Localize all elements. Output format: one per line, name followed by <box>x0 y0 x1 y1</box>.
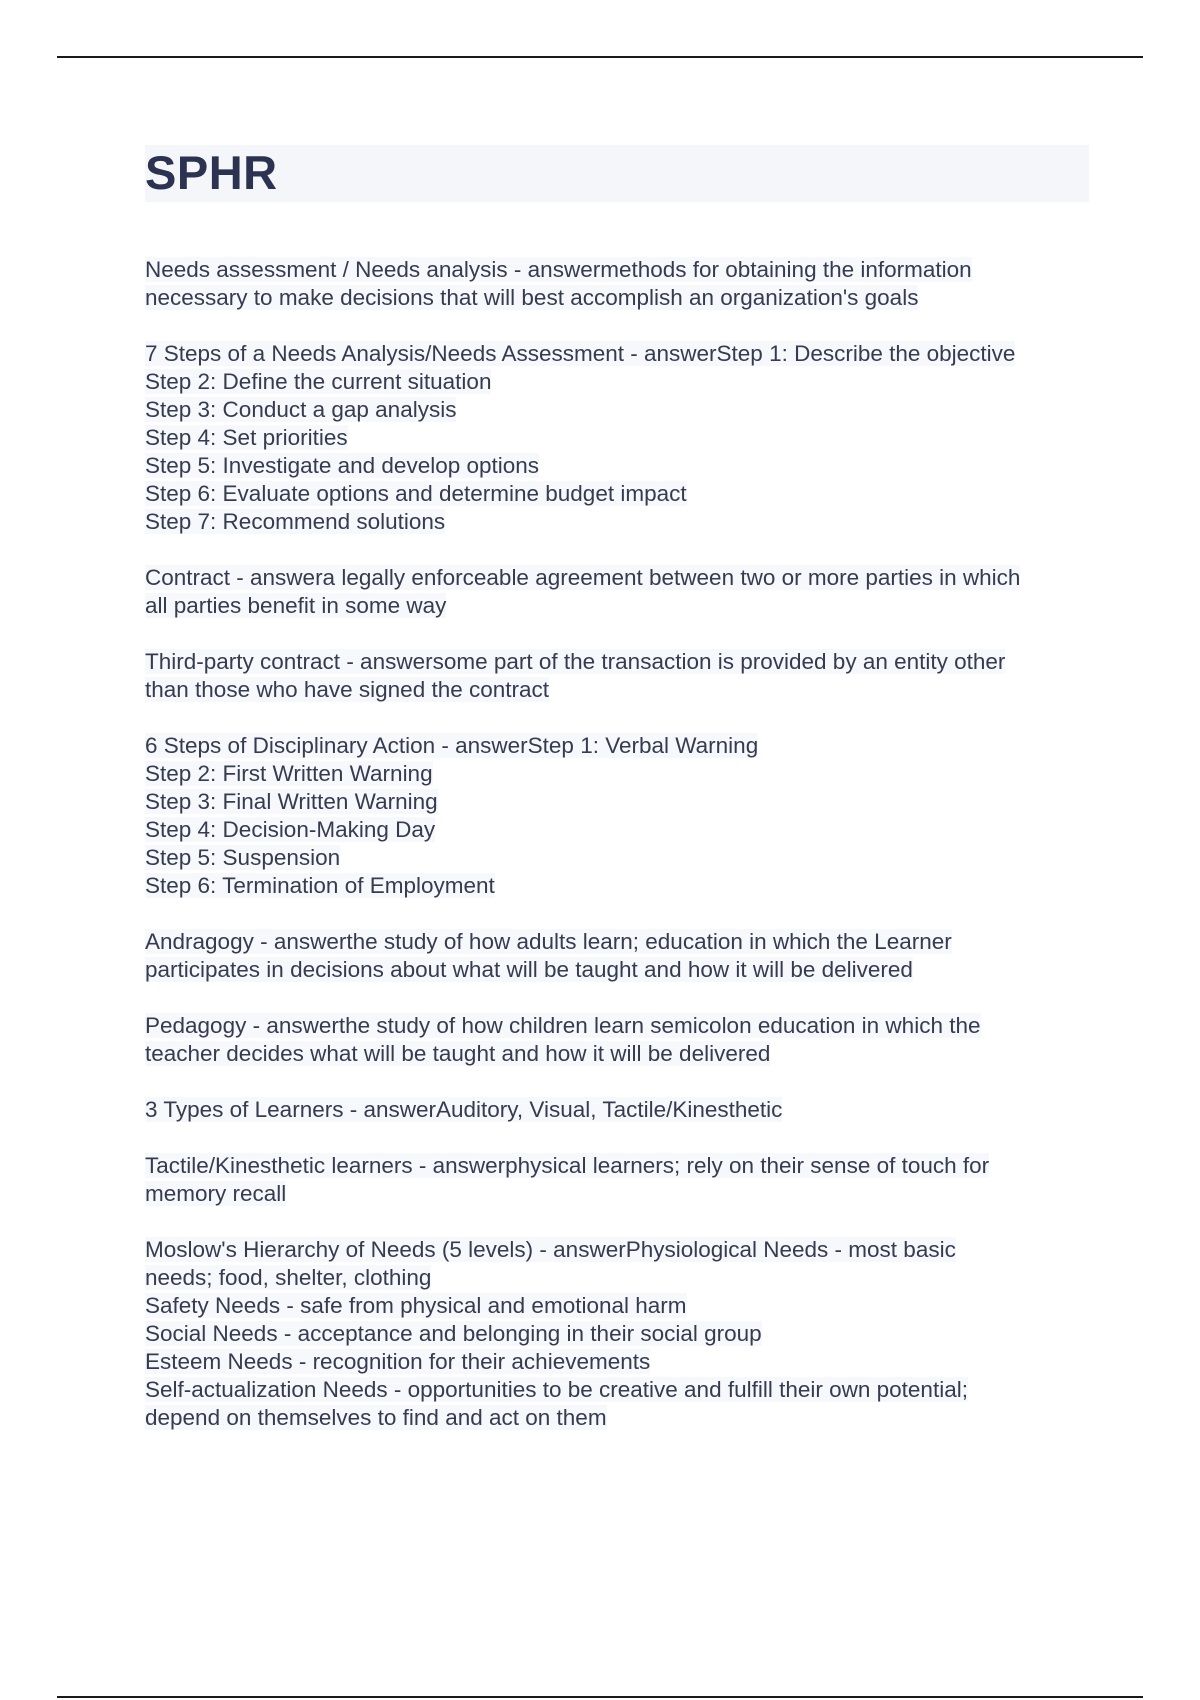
entry-line: Esteem Needs - recognition for their achievements <box>145 1349 651 1374</box>
flashcard-entry <box>145 1152 1095 1208</box>
entry-line: 6 Steps of Disciplinary Action - answerStep 1: Verbal Warning <box>145 733 759 758</box>
entry-line: Moslow's Hierarchy of Needs (5 levels) - answerPhysiological Needs - most basic <box>145 1237 956 1262</box>
flashcard-entry <box>145 564 1095 620</box>
entry-line: Step 2: First Written Warning <box>145 761 433 786</box>
entry-line: Self-actualization Needs - opportunities to be creative and fulfill their own potential; <box>145 1377 968 1402</box>
flashcard-entry <box>145 340 1095 536</box>
entry-line: Tactile/Kinesthetic learners - answerphysical learners; rely on their sense of touch for <box>145 1153 990 1178</box>
entry-line: Step 6: Evaluate options and determine budget impact <box>145 481 687 506</box>
entry-line: than those who have signed the contract <box>145 677 550 702</box>
entry-line: Needs assessment / Needs analysis - answermethods for obtaining the information <box>145 257 972 282</box>
entry-line: 7 Steps of a Needs Analysis/Needs Assessment - answerStep 1: Describe the objective <box>145 341 1016 366</box>
entry-line: depend on themselves to find and act on them <box>145 1405 607 1430</box>
flashcard-entry <box>145 1236 1095 1432</box>
entry-line: Step 7: Recommend solutions <box>145 509 446 534</box>
bottom-divider <box>57 1696 1143 1698</box>
entry-line: needs; food, shelter, clothing <box>145 1265 432 1290</box>
flashcard-entry <box>145 928 1095 984</box>
entry-line: Step 5: Investigate and develop options <box>145 453 540 478</box>
entry-line: Contract - answera legally enforceable agreement between two or more parties in which <box>145 565 1021 590</box>
entry-line: Third-party contract - answersome part of the transaction is provided by an entity other <box>145 649 1006 674</box>
flashcard-entry <box>145 732 1095 900</box>
entry-line: necessary to make decisions that will best accomplish an organization's goals <box>145 285 919 310</box>
entry-line: memory recall <box>145 1181 287 1206</box>
entry-line: participates in decisions about what will be taught and how it will be delivered <box>145 957 913 982</box>
flashcard-entry <box>145 1096 1095 1124</box>
entry-line: Step 2: Define the current situation <box>145 369 492 394</box>
entry-line: Step 6: Termination of Employment <box>145 873 495 898</box>
entry-line: Pedagogy - answerthe study of how children learn semicolon education in which the <box>145 1013 981 1038</box>
entry-line: Andragogy - answerthe study of how adults learn; education in which the Learner <box>145 929 952 954</box>
page-title: SPHR <box>145 146 278 199</box>
entry-line: all parties benefit in some way <box>145 593 447 618</box>
entry-line: Step 5: Suspension <box>145 845 341 870</box>
entry-line: Step 3: Final Written Warning <box>145 789 438 814</box>
flashcard-entry <box>145 256 1095 312</box>
top-divider <box>57 56 1143 58</box>
flashcard-entry <box>145 648 1095 704</box>
entry-line: Safety Needs - safe from physical and emotional harm <box>145 1293 687 1318</box>
entry-line: Step 3: Conduct a gap analysis <box>145 397 457 422</box>
flashcard-list <box>145 256 1095 1460</box>
entry-line: Step 4: Set priorities <box>145 425 348 450</box>
entry-line: Social Needs - acceptance and belonging in their social group <box>145 1321 762 1346</box>
entry-line: teacher decides what will be taught and how it will be delivered <box>145 1041 771 1066</box>
flashcard-entry <box>145 1012 1095 1068</box>
entry-line: 3 Types of Learners - answerAuditory, Visual, Tactile/Kinesthetic <box>145 1097 783 1122</box>
entry-line: Step 4: Decision-Making Day <box>145 817 436 842</box>
title-band <box>145 145 1089 202</box>
